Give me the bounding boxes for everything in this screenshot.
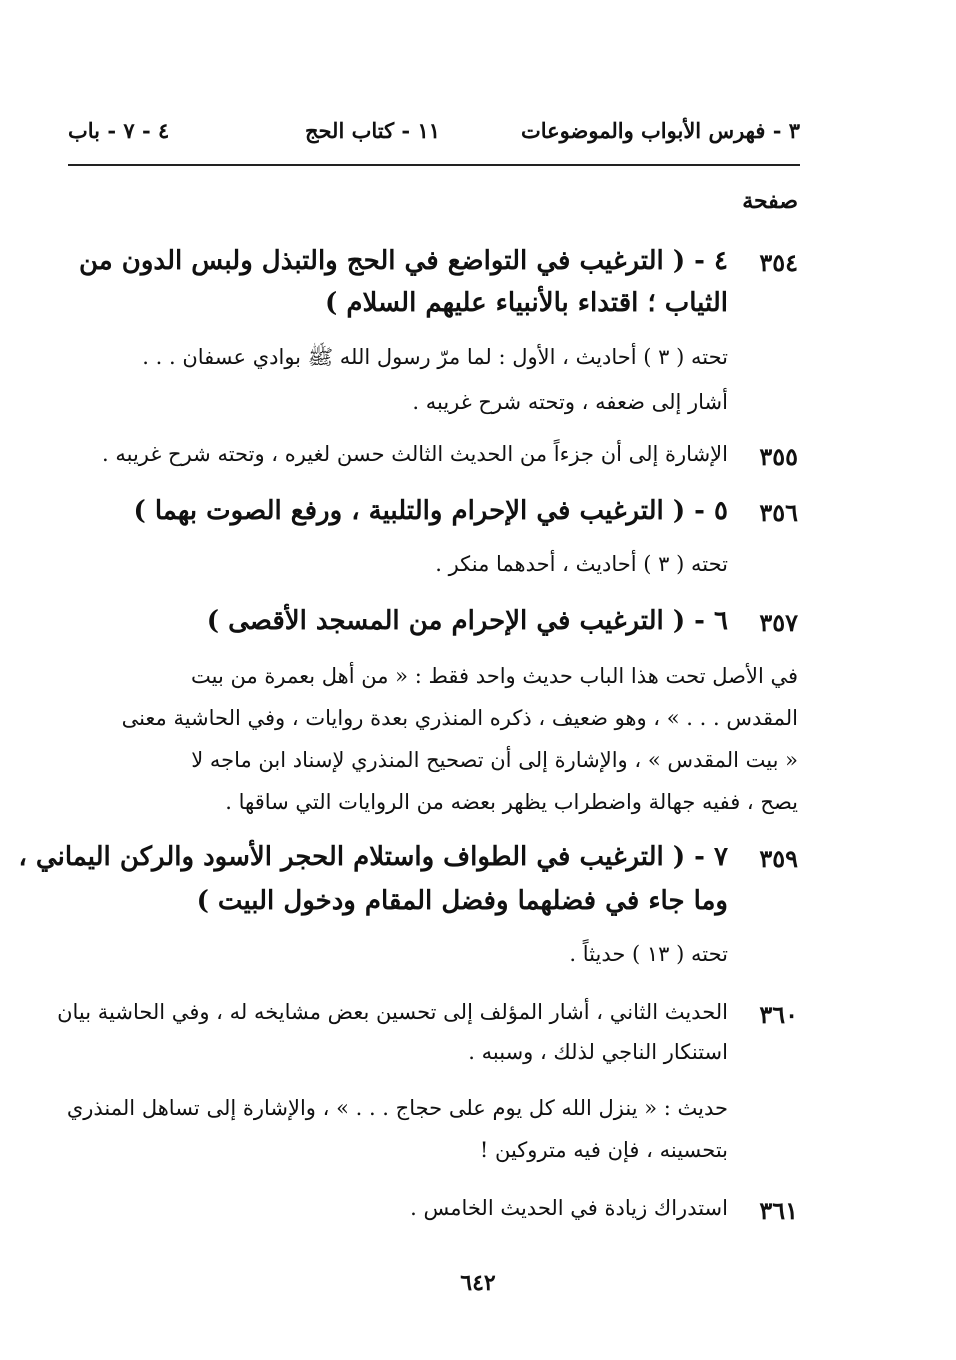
entry-title-line: الثياب ؛ اقتداء بالأنبياء عليهم السلام ) — [325, 288, 728, 318]
entry-note-line: استدراك زيادة في الحديث الخامس . — [410, 1196, 728, 1220]
index-entry — [66, 442, 798, 482]
entry-note-line: حديث : « ينزل الله كل يوم على حجاج . . . » ، والإشارة إلى تساهل المنذري — [66, 1096, 728, 1120]
index-entry — [57, 1000, 798, 1180]
entry-note-line: استنكار الناجي لذلك ، وسببه . — [468, 1040, 728, 1064]
running-header — [68, 118, 800, 154]
header-section-title: ٣ - فهرس الأبواب والموضوعات — [520, 118, 800, 143]
index-entry — [66, 246, 798, 426]
entry-page-number: ٣٦٠ — [759, 1000, 798, 1029]
entry-note-line: في الأصل تحت هذا الباب حديث واحد فقط : « من أهل بعمرة من بيت — [191, 664, 798, 688]
entry-page-number: ٣٥٧ — [759, 608, 798, 637]
entry-note-line: تحته ( ٣ ) أحاديث ، الأول : لما مرّ رسول الله ﷺ بوادي عسفان . . . — [142, 345, 728, 369]
entry-note-line: المقدس . . . » ، وهو ضعيف ، ذكره المنذري بعدة روايات ، وفي الحاشية معنى — [121, 706, 798, 730]
entry-page-number: ٣٥٦ — [759, 498, 798, 527]
entry-title-line: ٧ - ( الترغيب في الطواف واستلام الحجر الأسود والركن اليماني ، — [18, 842, 728, 872]
entry-title-line: ٤ - ( الترغيب في التواضع في الحج والتبذل ولبس الدون من — [79, 246, 728, 276]
entry-note-line: تحته ( ١٣ ) حديثاً . — [569, 942, 728, 966]
entry-note-line: « بيت المقدس » ، والإشارة إلى أن تصحيح المنذري لإسناد ابن ماجه لا — [191, 748, 798, 772]
header-rule — [68, 164, 800, 166]
page-column-label: صفحة — [742, 188, 798, 214]
index-entry — [18, 842, 798, 982]
header-chapter-range: ٤ - ٧ - باب — [68, 118, 170, 143]
header-book-title: ١١ - كتاب الحج — [304, 118, 440, 143]
entry-note-line: بتحسينه ، فإن فيه متروكين ! — [479, 1138, 728, 1162]
entry-page-number: ٣٥٥ — [759, 442, 798, 471]
entry-note-line: تحته ( ٣ ) أحاديث ، أحدهما منكر . — [435, 552, 728, 576]
index-entry — [66, 1196, 798, 1236]
index-entry — [66, 496, 798, 586]
entry-page-number: ٣٥٤ — [759, 248, 798, 277]
entry-page-number: ٣٦١ — [759, 1196, 798, 1225]
index-entry — [66, 606, 798, 826]
entry-note-line: الحديث الثاني ، أشار المؤلف إلى تحسين بعض مشايخه له ، وفي الحاشية بيان — [57, 1000, 728, 1024]
entry-title-line: ٦ - ( الترغيب في الإحرام من المسجد الأقصى ) — [206, 606, 728, 636]
entry-title-line: ٥ - ( الترغيب في الإحرام والتلبية ، ورفع الصوت بهما ) — [133, 496, 728, 526]
entry-note-line: الإشارة إلى أن جزءاً من الحديث الثالث حسن لغيره ، وتحته شرح غريبه . — [102, 442, 728, 466]
footer-page-number: ٦٤٢ — [460, 1270, 496, 1296]
entry-note-line: يصح ، ففيه جهالة واضطراب يظهر بعضه من الروايات التي ساقها . — [225, 790, 798, 814]
entry-page-number: ٣٥٩ — [759, 844, 798, 873]
entry-title-line: وما جاء في فضلهما وفضل المقام ودخول البيت ) — [196, 886, 728, 916]
entry-note-line: أشار إلى ضعفه ، وتحته شرح غريبه . — [412, 390, 728, 414]
